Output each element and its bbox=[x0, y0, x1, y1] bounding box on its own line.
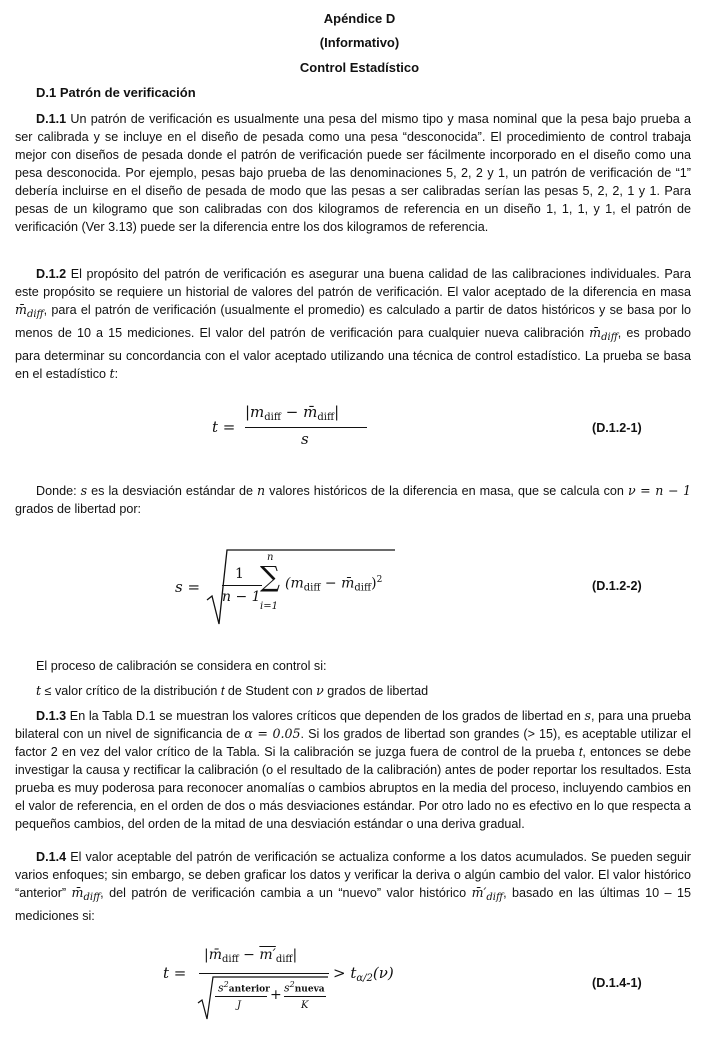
equation-d-1-2-2 bbox=[175, 548, 400, 628]
paragraph-text: Donde: bbox=[36, 484, 81, 498]
paragraph-text: , para el patrón de verificación (usualmente el promedio) es calculado a partir de datos históricos y se basa por lo menos de 10 a 15 mediciones. El valor del patrón de verificación para cualquier nueva calibración bbox=[15, 303, 691, 340]
symbol-t: t bbox=[109, 366, 115, 381]
equation-lhs: t = bbox=[163, 964, 187, 982]
equation-number: (D.1.4-1) bbox=[592, 976, 642, 990]
equation-rhs: > $t_{\alpha/2}(\nu)$ bbox=[333, 964, 394, 984]
paragraph-donde bbox=[15, 482, 691, 518]
symbol-nu: ν bbox=[316, 683, 324, 698]
paragraph-number: D.1.1 bbox=[36, 112, 67, 126]
paragraph-text: grados de libertad por: bbox=[15, 502, 142, 516]
plus-sign: + bbox=[270, 987, 282, 1003]
paragraph-text: , basado en las últimas 10 – 15 mediciones si: bbox=[15, 886, 691, 923]
symbol-m-diff: $m̄_{diff}$ bbox=[15, 302, 44, 320]
condition-text: ≤ valor crítico de la distribución bbox=[41, 684, 221, 698]
control-condition-intro: El proceso de calibración se considera en control si: bbox=[36, 659, 327, 673]
symbol-K: K bbox=[301, 1000, 309, 1011]
paragraph-text: es la desviación estándar de bbox=[87, 484, 257, 498]
paragraph-text: , entonces se debe investigar la causa y rectificar la calibración (o el resultado de la calibración) antes de poder reportar los resultados. Esta prueba es muy poderosa para reconocer anomalías o cambios abruptos en la media del proceso, incluyendo cambios en el valor de referencia, en el orden de dos o más desviaciones estándar. Por otro lado no es efectivo en lo que respecta a pequeños cambios, del orden de la mitad de una desviación estándar o una deriva gradual. bbox=[15, 745, 691, 831]
appendix-subtitle: (Informativo) bbox=[319, 35, 400, 50]
s-nueva: $s^2nueva$ bbox=[284, 980, 325, 995]
paragraph-text: , para una prueba bilateral con un nivel de significancia de bbox=[15, 709, 691, 741]
fraction-denominator: n − 1 bbox=[222, 589, 261, 605]
equation-d-1-2-1 bbox=[212, 403, 372, 453]
equation-lhs: t = bbox=[212, 418, 236, 436]
symbol-m-diff: $m̄_{diff}$ bbox=[589, 325, 618, 343]
appendix-heading: Control Estadístico bbox=[299, 60, 420, 75]
equation-numerator: $|m_{diff}$ − $m̄_{diff}|$ bbox=[245, 403, 340, 423]
symbol-J: J bbox=[237, 1000, 242, 1011]
fraction-bar bbox=[284, 996, 326, 997]
paragraph-text: . Si los grados de libertad son grandes (> 15), es aceptable utilizar el factor 2 en vez del valor crítico de la Tabla. Si la calibración se juzga fuera de control de la prueba bbox=[15, 727, 692, 759]
symbol-m-prime-diff: $m̄'_{diff}$ bbox=[471, 885, 504, 903]
equation-numerator: $|m̄_{diff} - m'_{diff}|$ bbox=[204, 947, 298, 965]
control-condition bbox=[36, 683, 428, 698]
paragraph-d-1-4 bbox=[15, 848, 691, 925]
summand: ($m_{diff}$ − $m̄_{diff})^2$ bbox=[285, 575, 383, 594]
paragraph-text: , del patrón de verificación cambia a un “nuevo” valor histórico bbox=[100, 886, 472, 900]
equation-denominator: s bbox=[301, 430, 309, 448]
equation-number: (D.1.2-1) bbox=[592, 421, 642, 435]
appendix-title: Apéndice D bbox=[323, 11, 396, 26]
symbol-alpha: α = 0.05 bbox=[244, 726, 301, 741]
symbol-nu-equation: ν = n − 1 bbox=[627, 483, 691, 498]
paragraph-text: valores históricos de la diferencia en masa, que se calcula con bbox=[265, 484, 628, 498]
paragraph-number: D.1.3 bbox=[36, 709, 67, 723]
paragraph-text: El valor aceptable del patrón de verificación se actualiza conforme a los datos acumulados. Se pueden seguir varios enfoques; sin embargo, se deben graficar los datos y verificar la deriva o algún cambio del valor. El valor histórico “anterior” bbox=[15, 850, 691, 900]
paragraph-text: , es probado para determinar su concordancia con el valor aceptado utilizando una técnica de control estadístico. La prueba se basa en el estadístico bbox=[15, 326, 691, 381]
paragraph-number: D.1.4 bbox=[36, 850, 67, 864]
paragraph-d-1-2 bbox=[15, 265, 691, 383]
fraction-bar bbox=[222, 585, 262, 586]
sum-lower-limit: i=1 bbox=[260, 601, 278, 612]
equation-lhs: s = bbox=[175, 578, 201, 596]
s-anterior: $s^2anterior$ bbox=[218, 980, 270, 995]
fraction-bar bbox=[199, 973, 329, 974]
equation-d-1-4-1 bbox=[163, 943, 423, 1023]
symbol-t: t bbox=[578, 745, 583, 759]
paragraph-d-1-3 bbox=[15, 707, 691, 833]
fraction-bar bbox=[215, 996, 267, 997]
symbol-n: n bbox=[257, 483, 266, 498]
section-title: D.1 Patrón de verificación bbox=[36, 85, 196, 100]
symbol-t: t bbox=[220, 684, 225, 698]
fraction-numerator: 1 bbox=[235, 566, 244, 582]
condition-text: grados de libertad bbox=[323, 684, 429, 698]
sum-upper-limit: n bbox=[267, 552, 274, 563]
equation-number: (D.1.2-2) bbox=[592, 579, 642, 593]
punctuation: : bbox=[114, 367, 119, 381]
condition-text: de Student con bbox=[224, 684, 317, 698]
paragraph-d-1-1 bbox=[15, 110, 691, 236]
paragraph-text: Un patrón de verificación es usualmente una pesa del mismo tipo y masa nominal que la pesa bajo prueba a ser calibrada y se incluye en el diseño de pesada como una pesa “desconocida”. El procedimiento de control trabaja mejor con diseños de pesada donde el patrón de verificación puede ser fácilmente incorporado en el diseño como una pesa desconocida. Por ejemplo, pesas bajo prueba de las denominaciones 5, 2, 2 y 1, un patrón de verificación de “1” debería incluirse en el diseño de pesada de modo que las pesas a ser calibradas serían las pesas 5, 2, 2, 1 y 1. Para pesas de un kilogramo que son calibradas con dos kilogramos de referencia en un diseño 1, 1, 1, y 1, el patrón de verificación (Ver 3.13) puede ser la diferencia entre los dos kilogramos de referencia. bbox=[15, 112, 691, 234]
fraction-bar bbox=[245, 427, 367, 428]
symbol-t: t bbox=[36, 683, 42, 698]
symbol-m-diff: $m̄_{diff}$ bbox=[71, 885, 101, 903]
symbol-s: s bbox=[80, 483, 88, 498]
paragraph-text: En la Tabla D.1 se muestran los valores críticos que dependen de los grados de libertad en bbox=[66, 709, 585, 723]
paragraph-text: El propósito del patrón de verificación es asegurar una buena calidad de las calibraciones individuales. Para este propósito se requiere un historial de valores del patrón de verificación. El valor aceptado de la diferencia en masa bbox=[15, 267, 691, 299]
sigma-symbol: ∑ bbox=[260, 560, 280, 593]
symbol-s: s bbox=[584, 708, 591, 723]
paragraph-number: D.1.2 bbox=[36, 267, 67, 281]
